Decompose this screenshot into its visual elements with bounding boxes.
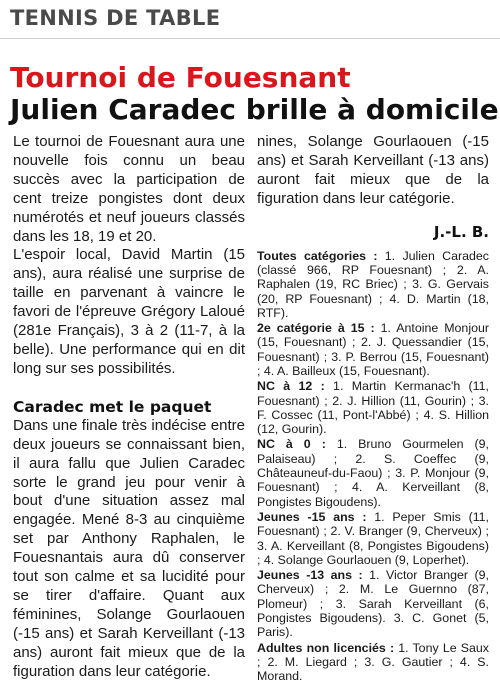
result-label: 2e catégorie à 15 :: [257, 321, 375, 336]
result-text: 1. Julien Caradec (classé 966, RP Fouesnant) ; 2. A. Raphalen (19, RC Briec) ; 3. G. Gervais (20, RP Fouesnant) ; 4. D. Martin (18, RTF).: [257, 248, 489, 320]
section-rubric: TENNIS DE TABLE: [10, 6, 221, 30]
article-column-right: [257, 133, 489, 685]
rubric-divider: [0, 38, 500, 39]
result-item: [257, 379, 489, 436]
result-text: 1. Antoine Monjour (15, Fouesnant) ; 2. J. Quessandier (15, Fouesnant) ; 3. P. Berrou (15, Fouesnant) ; 4. A. Bailleux (15, Fouesnant).: [257, 321, 489, 378]
result-label: Toutes catégories :: [257, 248, 378, 263]
result-item: [257, 641, 489, 684]
article-subhead: Caradec met le paquet: [13, 397, 212, 416]
result-text: 1. Tony Le Saux ; 2. M. Liegard ; 3. G. Gautier ; 4. S. Morand.: [257, 640, 489, 684]
paragraph-martin: L'espoir local, David Martin (15 ans), aura réalisé une surprise de taille en parvenant à vaincre le favori de l'épreuve Grégory Laloué (281e Français), 3 à 2 (11-7, à la belle). Une performance qui en dit long sur ses possibilités.: [13, 246, 245, 377]
result-item: [257, 437, 489, 508]
paragraph-intro: Le tournoi de Fouesnant aura une nouvelle fois connu un beau succès avec la participation de cent treize pongistes dont deux numérotés et neuf joueurs classés dans les 18, 19 et 20.: [13, 133, 245, 245]
article-column-left: [13, 133, 245, 680]
result-label: Jeunes -13 ans :: [257, 568, 363, 583]
result-text: 1. Bruno Gourmelen (9, Palaiseau) ; 2. S. Coeffec (9, Châteauneuf-du-Faou) ; 3. P. Monjour (9, Fouesnant) ; 4. A. Kerveillant (8, Pongistes Bigoudens).: [257, 437, 489, 509]
result-item: [257, 510, 489, 567]
paragraph-final: Dans une finale très indécise entre deux joueurs se connaissant bien, il aura fallu que Julien Caradec sorte le grand jeu pour venir à bout d'une situation assez mal engagée. Mené 8-3 au cinquième set par Anthony Raphalen, le Fouesnantais aura dû conserver tout son calme et sa lucidité pour se tirer d'affaire. Quant aux féminines, Solange Gourlaouen (-15 ans) et Sarah Kerveillant (-13 ans) auront fait mieux que de la figuration dans leur catégorie.: [13, 416, 245, 680]
result-label: NC à 12 :: [257, 379, 325, 394]
result-text: 1. Victor Branger (9, Cherveux) ; 2. M. Le Guernno (87, Plomeur) ; 3. Sarah Kerveillant (6, Pongistes Bigoudens). 3. C. Gonet (5, Paris).: [257, 568, 489, 640]
headline-title: Julien Caradec brille à domicile: [10, 93, 499, 126]
result-item: [257, 568, 489, 639]
result-text: 1. Martin Kermanac'h (11, Fouesnant) ; 2. J. Hillion (11, Gourin) ; 3. F. Cossec (11, Pont-l'Abbé) ; 4. S. Hillion (12, Gourin).: [257, 379, 489, 437]
result-text: 1. Peper Smis (11, Fouesnant) ; 2. V. Branger (9, Cherveux) ; 3. A. Kerveillant (8, Pongistes Bigoudens) ; 4. Solange Gourlaouen (9, Loperhet).: [257, 509, 489, 567]
results-list: [257, 249, 489, 684]
result-item: [257, 321, 489, 378]
result-label: Jeunes -15 ans :: [257, 509, 367, 524]
result-label: Adultes non licenciés :: [257, 640, 395, 655]
paragraph-final-continued: nines, Solange Gourlaouen (-15 ans) et Sarah Kerveillant (-13 ans) auront fait mieux que de la figuration dans leur catégorie.: [257, 133, 489, 207]
headline-kicker: Tournoi de Fouesnant: [10, 61, 351, 94]
result-label: NC à 0 :: [257, 437, 326, 452]
author-signature: J.-L. B.: [433, 222, 489, 241]
result-item: [257, 249, 489, 320]
